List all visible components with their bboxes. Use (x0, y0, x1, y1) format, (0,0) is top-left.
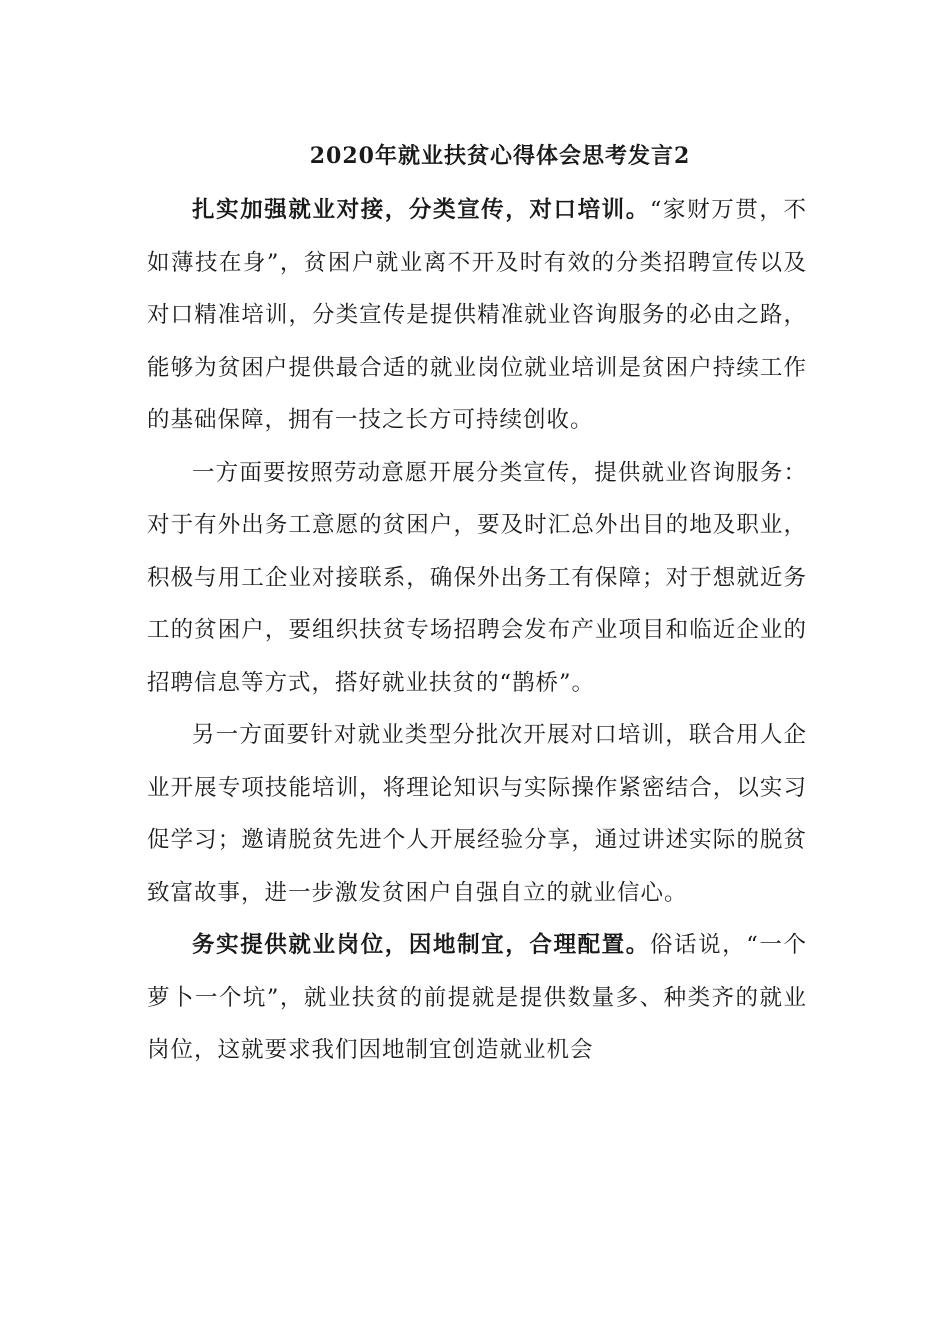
paragraph-2 (147, 447, 807, 710)
paragraph-3 (147, 709, 807, 919)
paragraph-1-lead: 扎实加强就业对接，分类宣传，对口培训。 (192, 197, 650, 223)
paragraph-4-text: 俗话说，“一个萝卜一个坑”，就业扶贫的前提就是提供数量多、种类齐的就业岗位，这就要求我们因地制宜创造就业机会 (147, 932, 807, 1063)
paragraph-3-text: 另一方面要针对就业类型分批次开展对口培训，联合用人企业开展专项技能培训，将理论知识与实际操作紧密结合，以实习促学习；邀请脱贫先进个人开展经验分享，通过讲述实际的脱贫致富故事，进一步激发贫困户自强自立的就业信心。 (147, 722, 807, 906)
document-body (147, 184, 807, 1077)
document-title: 2020年就业扶贫心得体会思考发言2 (309, 143, 691, 169)
paragraph-4-lead: 务实提供就业岗位，因地制宜，合理配置。 (192, 932, 650, 958)
paragraph-1-text: “家财万贯，不如薄技在身”，贫困户就业离不开及时有效的分类招聘宣传以及对口精准培训，分类宣传是提供精准就业咨询服务的必由之路，能够为贫困户提供最合适的就业岗位就业培训是贫困户持续工作的基础保障，拥有一技之长方可持续创收。 (147, 197, 807, 433)
paragraph-4 (147, 919, 807, 1077)
paragraph-2-text: 一方面要按照劳动意愿开展分类宣传，提供就业咨询服务：对于有外出务工意愿的贫困户，要及时汇总外出目的地及职业，积极与用工企业对接联系，确保外出务工有保障；对于想就近务工的贫困户，要组织扶贫专场招聘会发布产业项目和临近企业的招聘信息等方式，搭好就业扶贫的“鹊桥”。 (147, 459, 807, 696)
paragraph-1 (147, 184, 807, 447)
